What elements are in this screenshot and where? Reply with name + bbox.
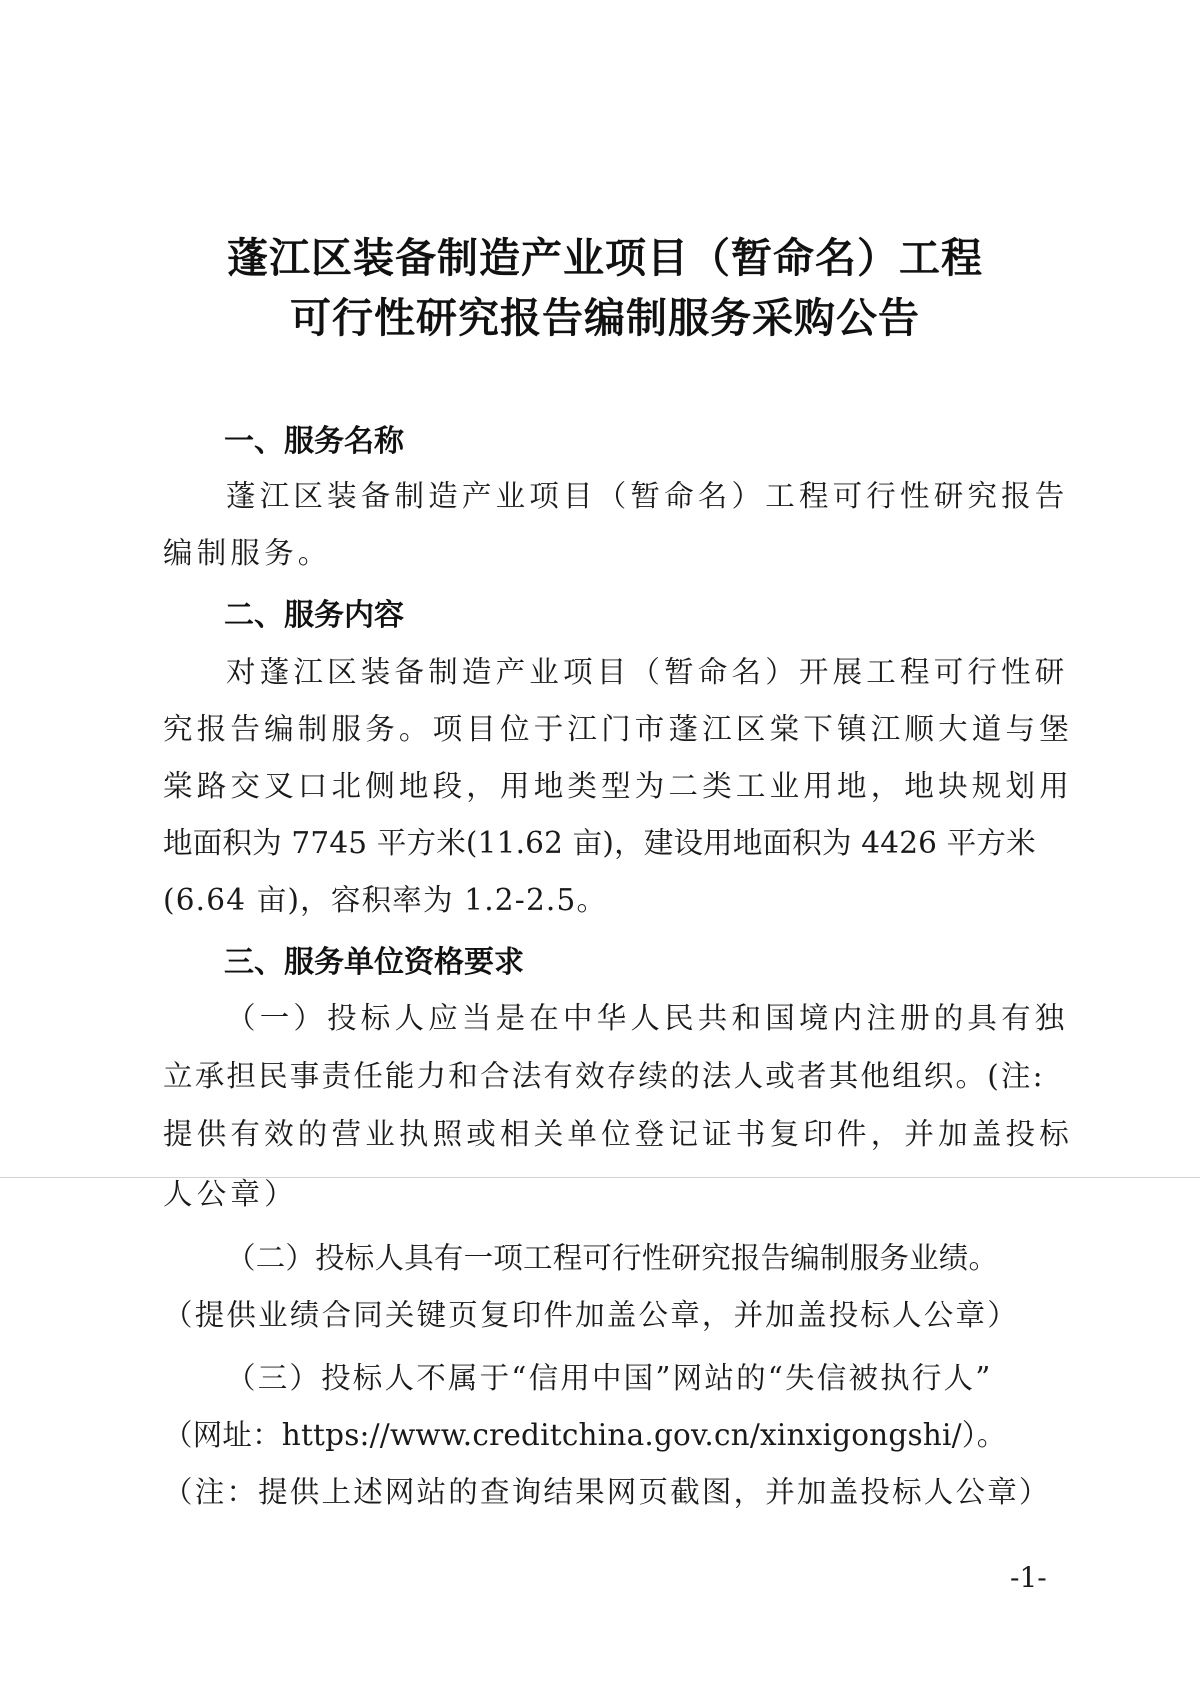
section-3-item-3-line-1: （三）投标人不属于“信用中国”网站的“失信被执行人” xyxy=(226,1361,993,1395)
section-2-line-1: 对蓬江区装备制造产业项目（暂命名）开展工程可行性研 xyxy=(226,655,1069,689)
section-3-item-1-line-2: 立承担民事责任能力和合法有效存续的法人或者其他组织。(注: xyxy=(163,1059,1045,1093)
section-2-heading: 二、服务内容 xyxy=(224,598,404,633)
section-1-line-1: 蓬江区装备制造产业项目（暂命名）工程可行性研究报告 xyxy=(226,479,1069,513)
section-2-line-3: 棠路交叉口北侧地段，用地类型为二类工业用地，地块规划用 xyxy=(163,769,1073,803)
section-1-line-2: 编制服务。 xyxy=(163,536,332,570)
section-3-item-2-line-1: （二）投标人具有一项工程可行性研究报告编制服务业绩。 xyxy=(226,1241,999,1275)
document-title-line-2: 可行性研究报告编制服务采购公告 xyxy=(290,294,920,342)
section-3-item-1-line-4: 人公章） xyxy=(163,1177,298,1211)
section-3-item-3-line-2: （网址：https://www.creditchina.gov.cn/xinxigongshi/）。 xyxy=(163,1418,1007,1452)
section-3-item-1-line-1: （一）投标人应当是在中华人民共和国境内注册的具有独 xyxy=(226,1001,1069,1035)
section-3-item-1-line-3: 提供有效的营业执照或相关单位登记证书复印件，并加盖投标 xyxy=(163,1117,1073,1151)
section-2-line-5: (6.64 亩)，容积率为 1.2-2.5。 xyxy=(163,883,608,917)
document-title-line-1: 蓬江区装备制造产业项目（暂命名）工程 xyxy=(227,234,983,282)
section-3-heading: 三、服务单位资格要求 xyxy=(224,945,524,980)
section-3-item-2-line-2: （提供业绩合同关键页复印件加盖公章，并加盖投标人公章） xyxy=(163,1298,1019,1332)
section-1-heading: 一、服务名称 xyxy=(224,424,404,459)
section-3-item-3-line-3: （注：提供上述网站的查询结果网页截图，并加盖投标人公章） xyxy=(163,1475,1051,1509)
page-number: -1- xyxy=(1010,1561,1047,1594)
section-2-line-4: 地面积为 7745 平方米(11.62 亩)，建设用地面积为 4426 平方米 xyxy=(163,826,1036,860)
section-2-line-2: 究报告编制服务。项目位于江门市蓬江区棠下镇江顺大道与堡 xyxy=(163,712,1073,746)
